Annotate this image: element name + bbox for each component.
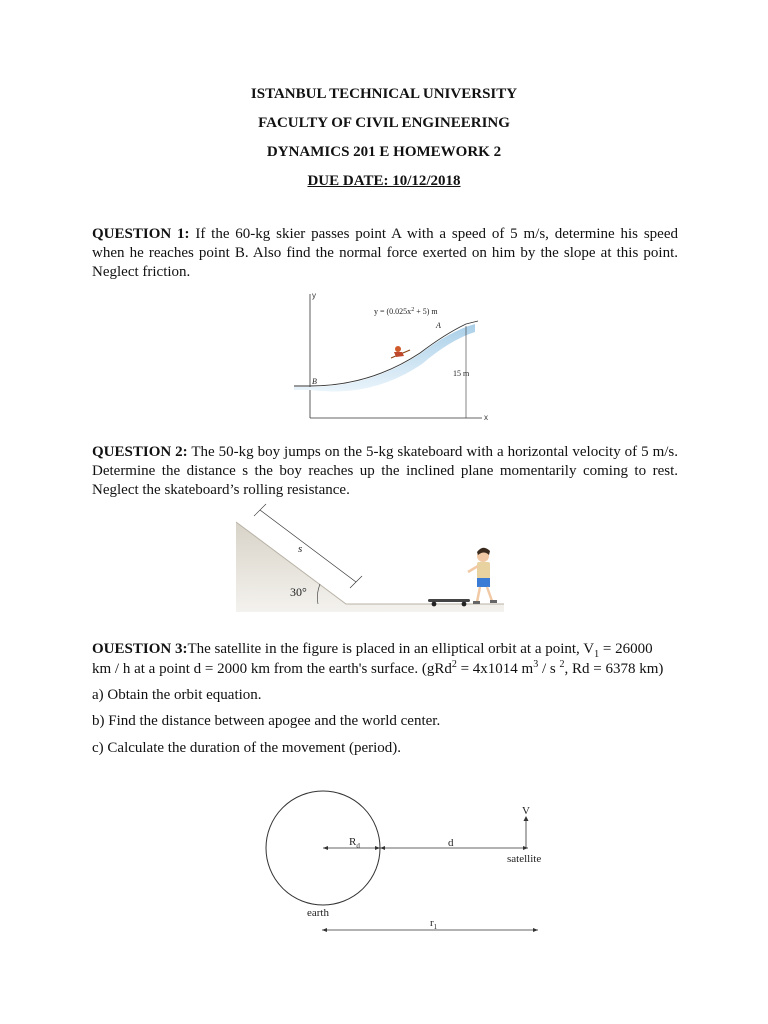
skier-icon xyxy=(391,346,410,358)
question-3-figure xyxy=(262,790,562,940)
question-3-label: OUESTION 3: xyxy=(92,641,188,657)
x-axis-label: x xyxy=(484,413,488,422)
radius-label: $R_d$ xyxy=(349,836,360,850)
question-1-text: If the 60-kg skier passes point A with a speed of 5 m/s, determine his speed when he reaches point B. Also find the normal force exerted on him by the slope at this point. Neglect friction. xyxy=(92,226,678,280)
faculty-title: FACULTY OF CIVIL ENGINEERING xyxy=(258,115,510,131)
satellite-label: satellite xyxy=(507,853,542,865)
question-1-figure xyxy=(290,286,490,426)
university-title: ISTANBUL TECHNICAL UNIVERSITY xyxy=(250,86,518,102)
ramp-surface xyxy=(236,522,504,612)
boy-icon xyxy=(468,548,497,604)
distance-label: d xyxy=(448,837,454,849)
y-axis-label: y xyxy=(312,291,316,300)
question-2 xyxy=(92,443,678,500)
question-2-text: The 50-kg boy jumps on the 5-kg skateboard with a horizontal velocity of 5 m/s. Determine the distance s the boy reaches up the inclined plane momentarily coming to rest. Neglect the skateboard’s rolling resistance. xyxy=(92,444,678,498)
question-3: OUESTION 3:The satellite in the figure is placed in an elliptical orbit at a point, $V_1 = 26000$ xyxy=(92,641,653,660)
r1-label: $r_1$ xyxy=(430,917,438,931)
velocity-label: V xyxy=(522,805,530,817)
question-3-line-2: km / h at a point d = 2000 km from the earth's surface. (gRd$^2$ = 4x1014 $m^3$ / s $^2$, Rd = 6378 km) xyxy=(92,659,664,677)
course-title: DYNAMICS 201 E HOMEWORK 2 xyxy=(266,144,502,160)
question-1-label: QUESTION 1: xyxy=(92,226,190,242)
question-3-part-c: c) Calculate the duration of the movement (period). xyxy=(92,740,402,756)
distance-label: s xyxy=(298,543,303,555)
earth-label: earth xyxy=(307,907,329,919)
question-1 xyxy=(92,225,678,282)
question-3-part-a: a) Obtain the orbit equation. xyxy=(92,687,262,703)
question-2-figure xyxy=(236,500,506,612)
point-a-label: A xyxy=(436,321,441,330)
due-date: DUE DATE: 10/12/2018 xyxy=(307,173,461,189)
point-b-label: B xyxy=(312,377,317,386)
question-3-part-b: b) Find the distance between apogee and the world center. xyxy=(92,713,441,729)
question-2-label: QUESTION 2: xyxy=(92,444,188,460)
height-label: 15 m xyxy=(453,369,470,378)
curve-equation: $y = (0.025x^2 + 5)$ m xyxy=(374,307,438,316)
angle-label: 30° xyxy=(290,585,307,599)
